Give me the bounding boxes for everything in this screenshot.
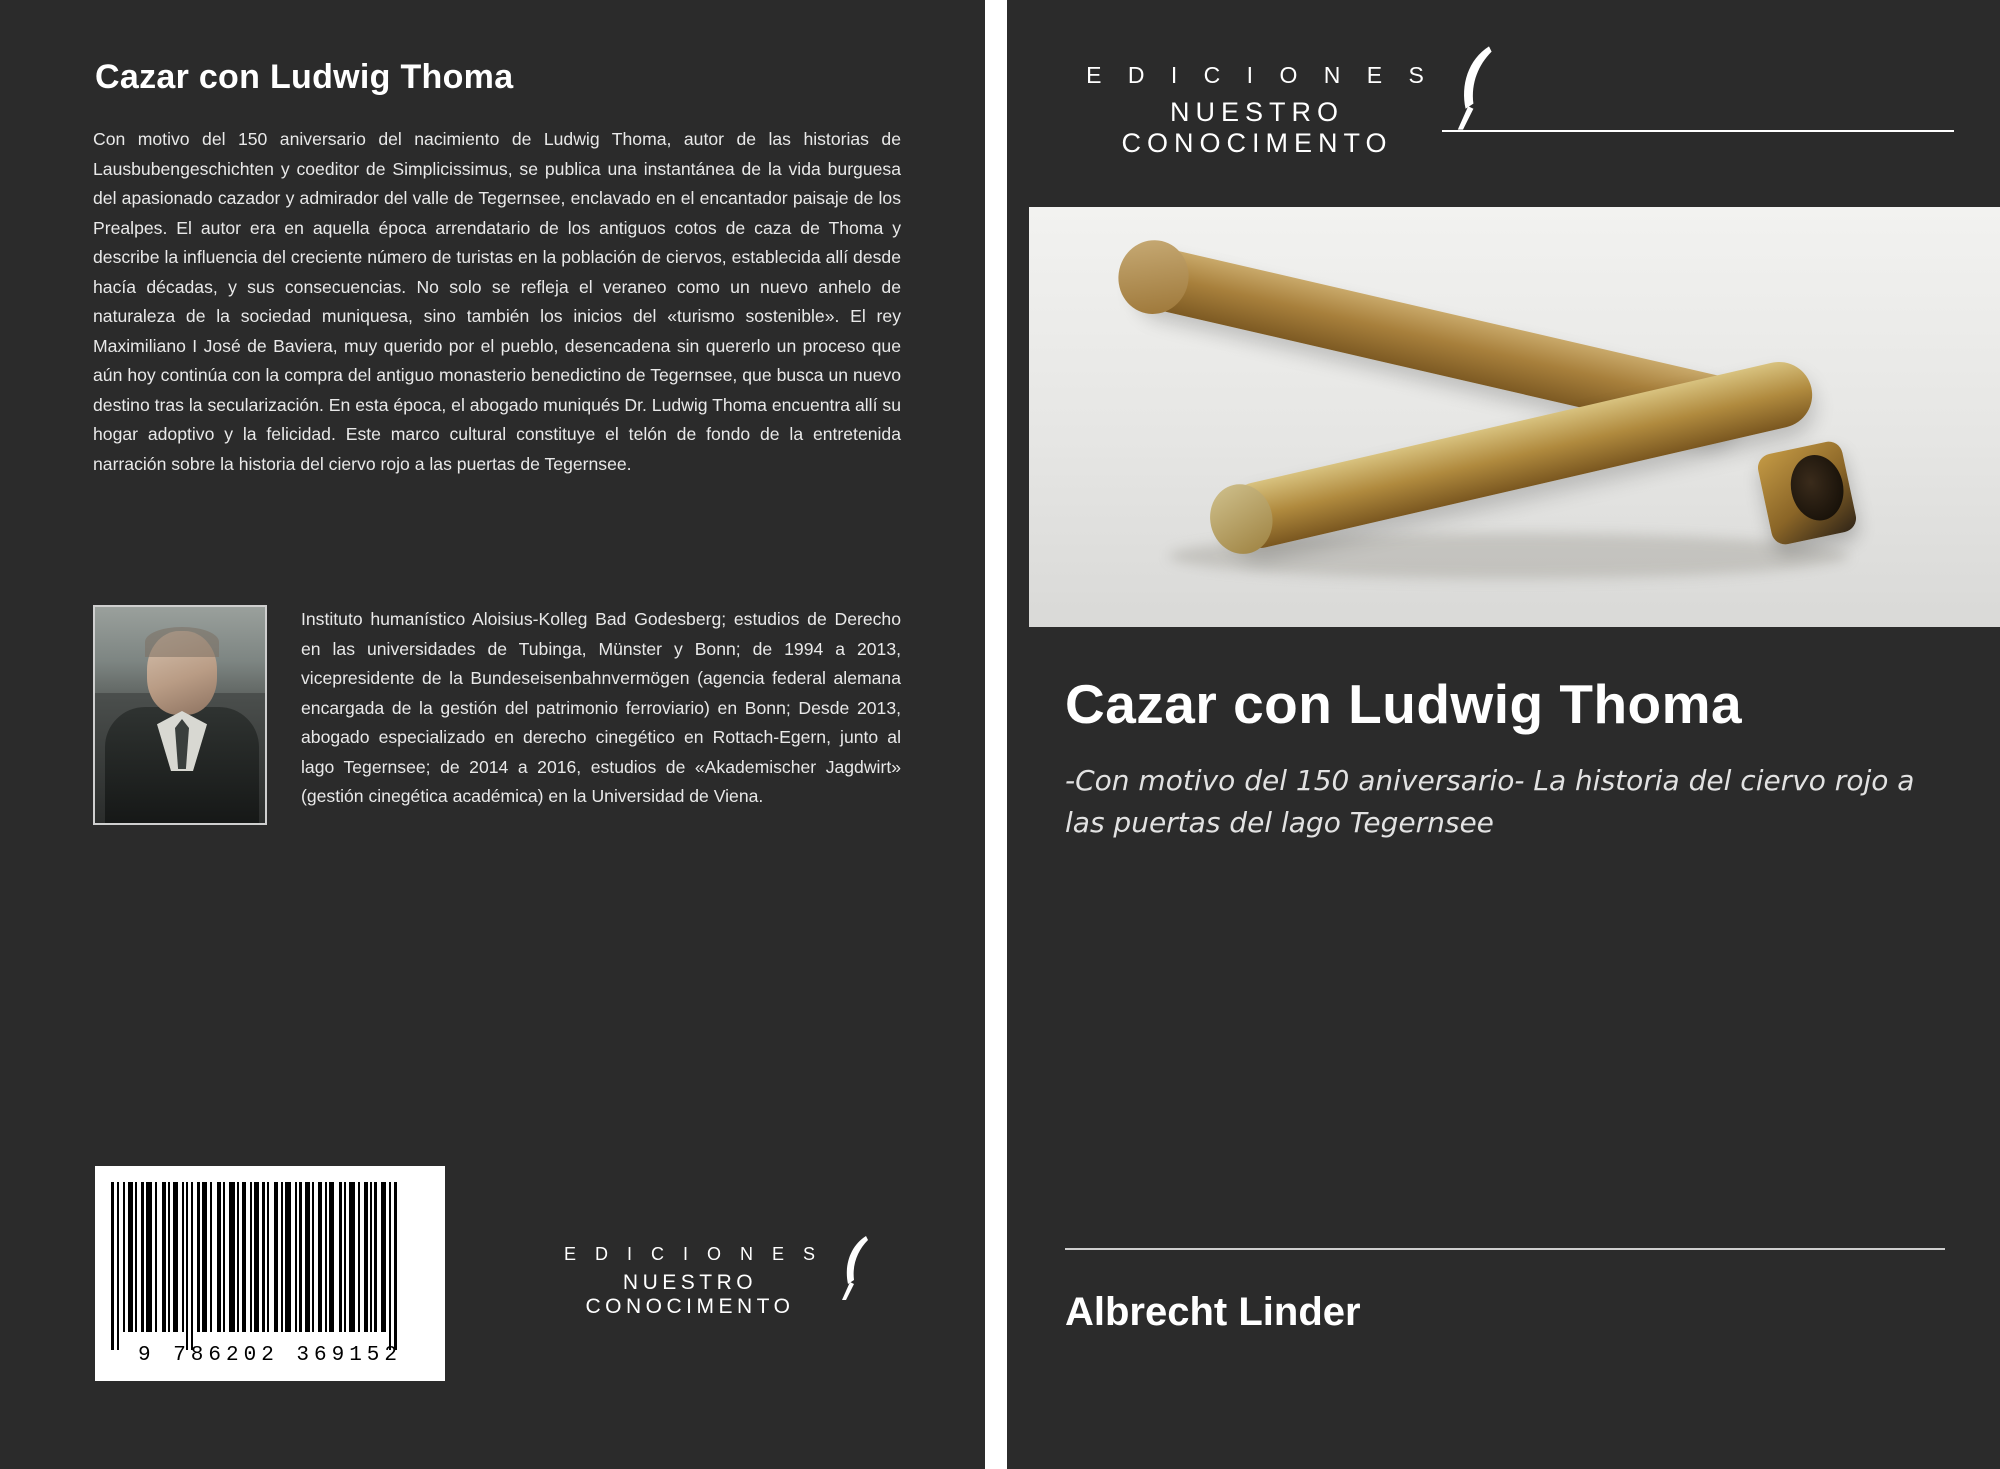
spine	[985, 0, 1007, 1469]
author-biography: Instituto humanístico Aloisius-Kolleg Bad Godesberg; estudios de Derecho en las universidades de Tubinga, Münster y Bonn; de 1994 a 2013, vicepresidente de la Bundeseisenbahnvermögen (agencia federal alemana encargada de la gestión del patrimonio ferroviario) en Bonn; Desde 2013, abogado especializado en derecho cinegético en Rottach-Egern, junto al lago Tegernsee; de 2014 a 2016, estudios de «Akademischer Jagdwirt» (gestión cinegética académica) en la Universidad de Viena.	[301, 609, 901, 806]
author-photo	[93, 605, 267, 825]
publisher-logo-back	[520, 1244, 860, 1319]
cover-photo-antlers	[1029, 207, 2000, 627]
quill-icon-front	[1450, 40, 1502, 136]
barcode-bars	[111, 1182, 429, 1332]
publisher-name-line1-front: E D I C I O N E S	[1086, 62, 1434, 88]
front-cover-title: Cazar con Ludwig Thoma	[1065, 673, 1743, 735]
front-cover-author: Albrecht Linder	[1065, 1290, 1361, 1334]
front-cover	[1007, 0, 2000, 1469]
author-divider	[1065, 1248, 1945, 1250]
back-cover	[0, 0, 985, 1469]
front-cover-subtitle: -Con motivo del 150 aniversario- La historia del ciervo rojo a las puertas del lago Tegernsee	[1065, 764, 1915, 839]
header-divider	[1442, 130, 1954, 132]
back-cover-blurb: Con motivo del 150 aniversario del nacimiento de Ludwig Thoma, autor de las historias de Lausbubengeschichten y coeditor de Simplicissimus, se publica una instantánea de la vida burguesa del apasionado cazador y admirador del valle de Tegernsee, enclavado en el encantador paisaje de los Prealpes. El autor era en aquella época arrendatario de los antiguos cotos de caza de Thoma y describe la influencia del creciente número de turistas en la población de ciervos, establecida allí desde hacía décadas, y sus consecuencias. No solo se refleja el veraneo como un nuevo anhelo de naturaleza de la sociedad muniquesa, sino también los inicios del «turismo sostenible». El rey Maximiliano I José de Baviera, muy querido por el pueblo, desencadena sin quererlo un proceso que aún hoy continúa con la compra del antiguo monasterio benedictino de Tegernsee, que busca un nuevo destino tras la secularización. En esta época, el abogado muniqués Dr. Ludwig Thoma encuentra allí su hogar adoptivo y la felicidad. Este marco cultural constituye el telón de fondo de la entretenida narración sobre la historia del ciervo rojo a las puertas de Tegernsee.	[93, 129, 901, 474]
barcode	[95, 1166, 445, 1381]
back-cover-title: Cazar con Ludwig Thoma	[95, 58, 514, 96]
quill-icon	[836, 1232, 876, 1304]
publisher-name-line1: E D I C I O N E S	[563, 1244, 823, 1264]
publisher-logo-front	[1062, 62, 1452, 159]
front-cover-header	[1007, 0, 2000, 207]
publisher-name-line2: NUESTRO CONOCIMENTO	[585, 1271, 795, 1318]
barcode-digits: 9 786202 369152	[137, 1344, 403, 1367]
publisher-name-line2-front: NUESTRO CONOCIMENTO	[1121, 97, 1393, 158]
